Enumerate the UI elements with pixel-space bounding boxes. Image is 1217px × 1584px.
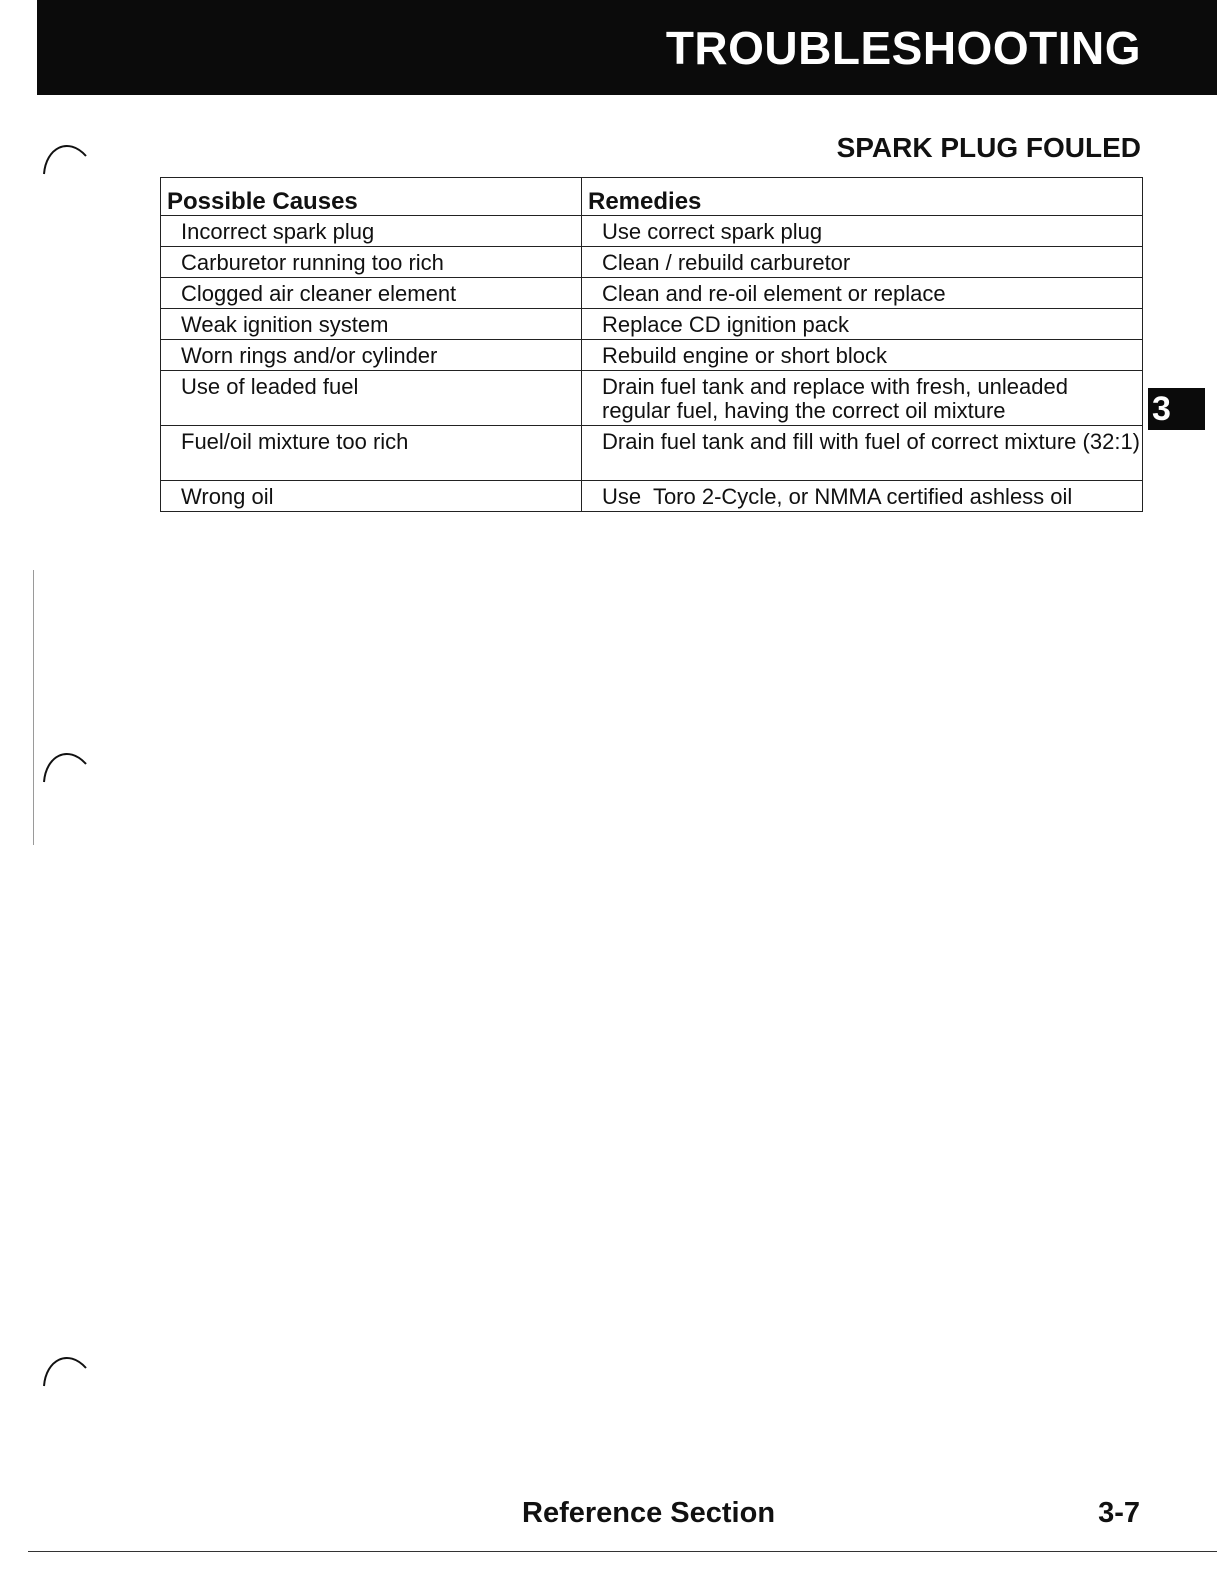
table-row bbox=[161, 340, 1143, 371]
cause-cell: Fuel/oil mixture too rich bbox=[161, 426, 582, 481]
margin-line bbox=[33, 570, 34, 845]
table-row bbox=[161, 371, 1143, 426]
cause-cell: Worn rings and/or cylinder bbox=[161, 340, 582, 371]
table-row bbox=[161, 247, 1143, 278]
table-row bbox=[161, 481, 1143, 512]
binder-hole-icon bbox=[38, 744, 92, 784]
table-row bbox=[161, 278, 1143, 309]
remedy-cell: Clean / rebuild carburetor bbox=[582, 247, 1143, 278]
cause-cell: Wrong oil bbox=[161, 481, 582, 512]
remedy-cell: Drain fuel tank and fill with fuel of correct mixture (32:1) bbox=[582, 426, 1143, 481]
remedies-header: Remedies bbox=[582, 178, 1143, 216]
remedy-cell: Replace CD ignition pack bbox=[582, 309, 1143, 340]
remedy-cell: Rebuild engine or short block bbox=[582, 340, 1143, 371]
binder-hole-icon bbox=[38, 136, 92, 176]
table-row bbox=[161, 426, 1143, 481]
cause-cell: Carburetor running too rich bbox=[161, 247, 582, 278]
table-row bbox=[161, 309, 1143, 340]
cause-cell: Use of leaded fuel bbox=[161, 371, 582, 426]
remedy-cell: Use Toro 2-Cycle, or NMMA certified ashless oil bbox=[582, 481, 1143, 512]
remedy-cell: Drain fuel tank and replace with fresh, unleaded regular fuel, having the correct oil mixture bbox=[582, 371, 1143, 426]
table-row bbox=[161, 216, 1143, 247]
cause-cell: Clogged air cleaner element bbox=[161, 278, 582, 309]
footer-section-title: Reference Section bbox=[522, 1497, 776, 1529]
section-title: SPARK PLUG FOULED bbox=[836, 132, 1141, 163]
remedy-cell: Use correct spark plug bbox=[582, 216, 1143, 247]
troubleshooting-table bbox=[160, 177, 1143, 512]
footer-rule bbox=[28, 1551, 1217, 1552]
cause-cell: Weak ignition system bbox=[161, 309, 582, 340]
page-number: 3-7 bbox=[1098, 1497, 1140, 1529]
causes-header: Possible Causes bbox=[161, 178, 582, 216]
chapter-tab: 3 bbox=[1148, 388, 1205, 430]
page-title: TROUBLESHOOTING bbox=[665, 22, 1141, 74]
cause-cell: Incorrect spark plug bbox=[161, 216, 582, 247]
remedy-cell: Clean and re-oil element or replace bbox=[582, 278, 1143, 309]
binder-hole-icon bbox=[38, 1348, 92, 1388]
table-header-row bbox=[161, 178, 1143, 216]
